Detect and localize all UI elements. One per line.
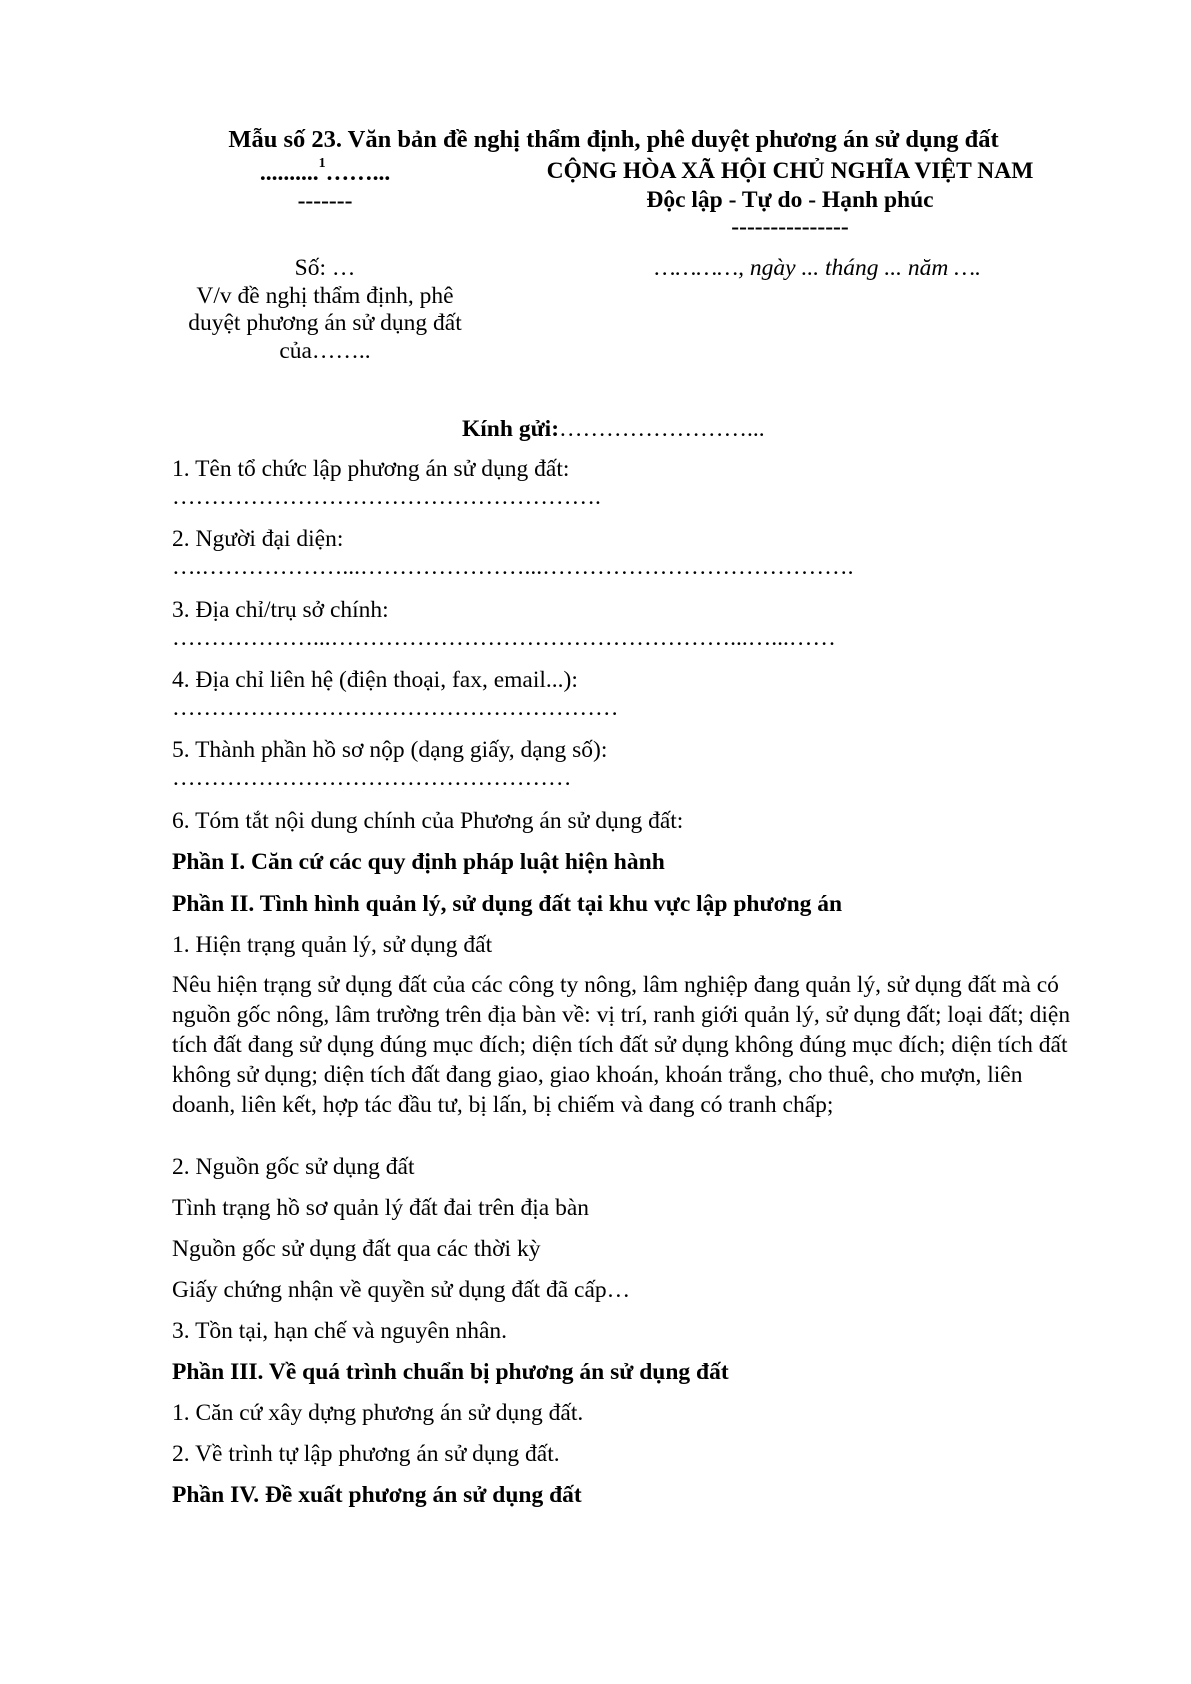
motto-underline: --------------- [731, 214, 849, 240]
field-2-dots: ….………………...…………………...…………………………………. [172, 554, 854, 580]
part-1-heading: Phần I. Căn cứ các quy định pháp luật hiện hành [172, 849, 665, 875]
part-2-item-1-text: Nêu hiện trạng sử dụng đất của các công ty nông, lâm nghiệp đang quản lý, sử dụng đất mà có nguồn gốc nông, lâm trường trên địa bàn về: vị trí, ranh giới quản lý, sử dụng đất; loại đất; diện tích đất đang sử dụng đúng mục đích; diện tích đất sử dụng không đúng mục đích; diện tích đất không sử dụng; diện tích đất đang giao, giao khoán, khoán trắng, cho thuê, cho mượn, liên doanh, liên kết, hợp tác đầu tư, bị lấn, bị chiếm và đang có tranh chấp; [172, 972, 1071, 1118]
field-4-dots: ………………………………………………… [172, 695, 619, 721]
field-2-label: 2. Người đại diện: [172, 526, 344, 552]
recipient-line [462, 416, 765, 443]
agency-name-dots-before: .......... [259, 160, 319, 186]
subject-line-1: V/v đề nghị thẩm định, phê [196, 283, 454, 309]
field-1-label: 1. Tên tổ chức lập phương án sử dụng đất: [172, 456, 570, 482]
recipient-dots: ……………………... [559, 416, 765, 442]
field-3-label: 3. Địa chỉ/trụ sở chính: [172, 597, 389, 623]
form-title: Mẫu số 23. Văn bản đề nghị thẩm định, phê duyệt phương án sử dụng đất [228, 126, 999, 153]
field-5-dots: …………………………………………… [172, 765, 572, 791]
agency-underline: ------- [297, 188, 353, 214]
field-1-dots: ………………………………………………. [172, 484, 601, 510]
part-3-heading: Phần III. Về quá trình chuẩn bị phương án sử dụng đất [172, 1359, 729, 1385]
part-3-item-1: 1. Căn cứ xây dựng phương án sử dụng đất. [172, 1400, 584, 1426]
subject-line-2: duyệt phương án sử dụng đất [188, 310, 462, 336]
agency-name-dots-after: ……... [325, 160, 391, 186]
part-2-heading: Phần II. Tình hình quản lý, sử dụng đất tại khu vực lập phương án [172, 891, 843, 917]
part-3-item-2: 2. Về trình tự lập phương án sử dụng đất. [172, 1441, 560, 1467]
place-date: …………, ngày ... tháng ... năm …. [654, 255, 981, 281]
part-4-heading: Phần IV. Đề xuất phương án sử dụng đất [172, 1482, 582, 1508]
recipient-label: Kính gửi: [462, 416, 560, 442]
part-2-item-2-line-2: Nguồn gốc sử dụng đất qua các thời kỳ [172, 1236, 541, 1262]
subject-line-3: của…….. [279, 338, 371, 364]
agency-name [160, 156, 490, 187]
document-number: Số: … [294, 255, 356, 281]
part-2-item-2: 2. Nguồn gốc sử dụng đất [172, 1154, 415, 1180]
part-2-item-1: 1. Hiện trạng quản lý, sử dụng đất [172, 932, 493, 958]
footnote-marker: 1 [318, 156, 326, 171]
part-2-item-3: 3. Tồn tại, hạn chế và nguyên nhân. [172, 1318, 508, 1344]
national-motto: Độc lập - Tự do - Hạnh phúc [646, 187, 934, 213]
field-5-label: 5. Thành phần hồ sơ nộp (dạng giấy, dạng số): [172, 737, 608, 763]
part-2-item-2-line-1: Tình trạng hồ sơ quản lý đất đai trên địa bàn [172, 1195, 590, 1221]
national-name: CỘNG HÒA XÃ HỘI CHỦ NGHĨA VIỆT NAM [546, 158, 1034, 184]
summary-heading: 6. Tóm tắt nội dung chính của Phương án sử dụng đất: [172, 808, 684, 834]
field-3-dots: ………………...……………………………………………...…...…… [172, 625, 836, 651]
part-2-item-2-line-3: Giấy chứng nhận về quyền sử dụng đất đã cấp… [172, 1277, 631, 1303]
field-4-label: 4. Địa chỉ liên hệ (điện thoại, fax, email...): [172, 667, 578, 693]
